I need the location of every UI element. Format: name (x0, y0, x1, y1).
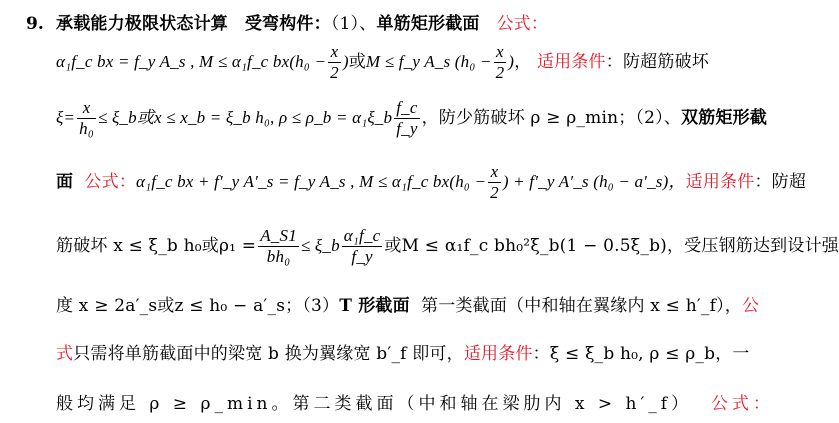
part-label: （1）、 (330, 14, 377, 34)
fraction: $\frac{x}{2}$ (330, 42, 339, 82)
line-6: 度 x ≥ 2a′_s或z ≤ h₀ − a′_s；（3）T 形截面 第一类截面（中和轴在翼缘内 x ≤ h′_f），公 (56, 296, 760, 316)
formula: ≤ ξ_b或x ≤ x_b = ξ_b h₀, ρ ≤ ρ_b = α₁ξ_b (97, 108, 393, 127)
line-1 (56, 12, 736, 36)
type-heading: T 形截面 (339, 296, 410, 316)
subheading: 受弯构件： (244, 14, 331, 34)
type-heading: 双筋矩形截 (681, 108, 768, 128)
section-heading: 承载能力极限状态计算 (56, 14, 228, 34)
formula: α₁f_c bx = f_y A_s , M ≤ α₁f_c bx(h₀ − (56, 52, 327, 71)
fraction: $\frac{A\_S1}{\text{bh₀}}$ (260, 226, 297, 266)
line-4: 面 公式：α₁f_c bx + f′_y A′_s = f_y A_s , M ≤ α₁f_c bx(h₀ − $\frac{x}{2}$ ) + f′_y A′_s (h₀ − a′_s)，适用条件：防超 (56, 162, 807, 202)
line-8: 般均满足 ρ ≥ ρ_min。第二类截面（中和轴在梁肋内 x > h′_f） 公式： (56, 394, 774, 414)
formula-label: 公式： (710, 394, 774, 414)
line-5: 筋破坏 x ≤ ξ_b h₀或ρ₁ = $\frac{A\_S1}{\text{bh₀}}$ ≤ ξ_b $\frac{\text{α₁f\_c}}{f\_y}$ 或M ≤ α₁f_c bh₀²ξ_b(1 − 0.5ξ_b)，受压钢筋达到设计强 (56, 226, 839, 266)
or-text: 或 (348, 52, 366, 72)
condition-label: 适用条件 (463, 344, 533, 364)
line-2: α₁f_c bx = f_y A_s , M ≤ α₁f_c bx(h₀ − $\frac{x}{2}$ )或M ≤ f_y A_s (h₀ − $\frac{x}{2}$ )， 适用条件：防超筋破坏 (56, 42, 709, 82)
fraction: $\frac{f\_c}{f\_y}$ (396, 98, 418, 138)
line-7: 式只需将单筋截面中的梁宽 b 换为翼缘宽 b′_f 即可，适用条件：ξ ≤ ξ_b h₀, ρ ≤ ρ_b，一 (56, 344, 750, 364)
condition-text: ，防少筋破坏 ρ ≥ ρ_min；（2）、 (421, 108, 682, 128)
item-number: 9. (26, 14, 44, 34)
condition-label: 适用条件 (536, 52, 606, 72)
type-heading: 单筋矩形截面 (376, 14, 480, 34)
fraction: $\frac{x}{2}$ (490, 162, 499, 202)
formula: α₁f_c bx + f′_y A′_s = f_y A_s , M ≤ α₁f_c bx(h₀ − (136, 172, 487, 191)
condition-text: ：防超筋破坏 (605, 52, 709, 72)
fraction: $\frac{x}{2}$ (495, 42, 505, 82)
formula: M ≤ f_y A_s (h₀ − (365, 52, 492, 71)
condition-label: 适用条件 (685, 172, 755, 192)
fraction: $\frac{\text{α₁f\_c}}{f\_y}$ (343, 226, 381, 266)
formula-label: 公式： (84, 172, 137, 192)
fraction: $\frac{x}{\text{h₀}}$ (79, 98, 94, 138)
line-3: ξ= $\frac{x}{\text{h₀}}$ ≤ ξ_b或x ≤ x_b = ξ_b h₀, ρ ≤ ρ_b = α₁ξ_b $\frac{f\_c}{f\_y}$ ，防少筋破坏 ρ ≥ ρ_min；（2）、双筋矩形截 (56, 98, 768, 138)
formula-label: 公式： (496, 14, 549, 34)
formula: 筋破坏 x ≤ ξ_b h₀或ρ₁ = (56, 236, 257, 256)
condition-text: 或M ≤ α₁f_c bh₀²ξ_b(1 − 0.5ξ_b)，受压钢筋达到设计强 (384, 236, 839, 256)
